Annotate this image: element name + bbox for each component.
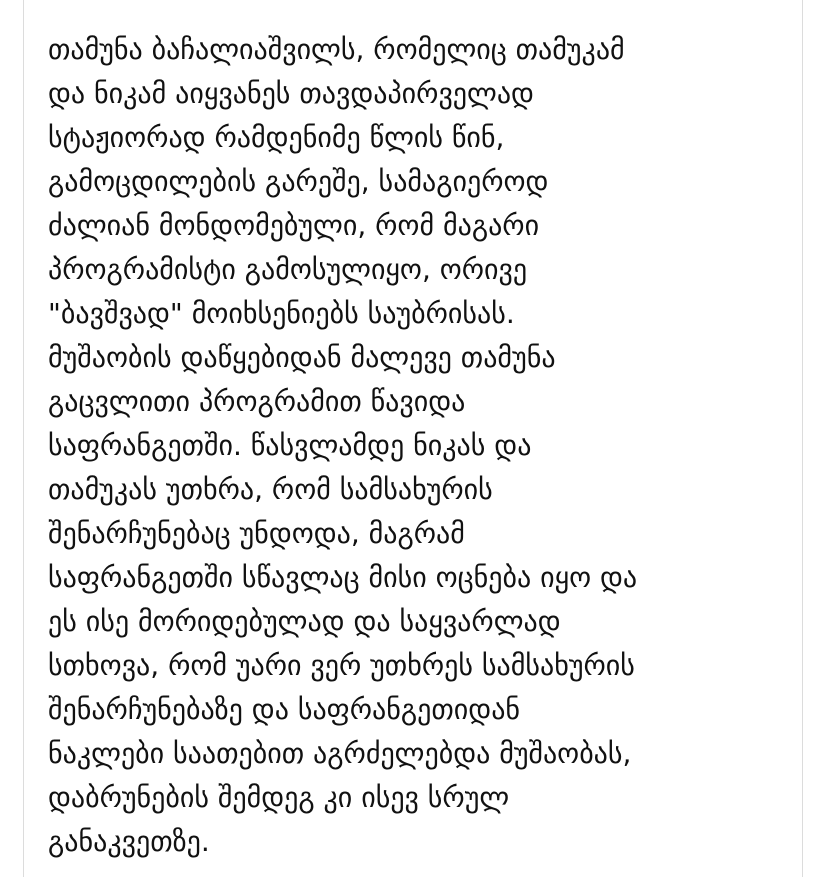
post-line-11: თამუკას უთხრა, რომ სამსახურის xyxy=(48,473,493,506)
post-line-3: სტაჟიორად რამდენიმე წლის წინ, xyxy=(48,121,505,154)
post-line-2: და ნიკამ აიყვანეს თავდაპირველად xyxy=(48,77,534,110)
post-line-5: ძალიან მონდომებული, რომ მაგარი xyxy=(48,209,540,242)
post-line-10: საფრანგეთში. წასვლამდე ნიკას და xyxy=(48,429,532,462)
post-line-13: საფრანგეთში სწავლაც მისი ოცნება იყო და xyxy=(48,561,638,594)
post-line-1: თამუნა ბაჩალიაშვილს, რომელიც თამუკამ xyxy=(48,33,625,66)
post-line-8: მუშაობის დაწყებიდან მალევე თამუნა xyxy=(48,341,556,374)
post-line-12: შენარჩუნებაც უნდოდა, მაგრამ xyxy=(48,517,465,550)
post-text[interactable] xyxy=(48,28,788,864)
post-line-17: ნაკლები საათებით აგრძელებდა მუშაობას, xyxy=(48,737,632,770)
post-line-16: შენარჩუნებაზე და საფრანგეთიდან xyxy=(48,693,521,726)
post-line-9: გაცვლითი პროგრამით წავიდა xyxy=(48,385,466,418)
post-line-18: დაბრუნების შემდეგ კი ისევ სრულ xyxy=(48,781,510,814)
post-line-7: "ბავშვად" მოიხსენიებს საუბრისას. xyxy=(48,297,515,330)
post-line-19: განაკვეთზე. xyxy=(48,825,210,858)
post-line-4: გამოცდილების გარეშე, სამაგიეროდ xyxy=(48,165,549,198)
post-card xyxy=(23,0,803,877)
post-line-15: სთხოვა, რომ უარი ვერ უთხრეს სამსახურის xyxy=(48,649,635,682)
post-line-14: ეს ისე მორიდებულად და საყვარლად xyxy=(48,605,561,638)
post-line-6: პროგრამისტი გამოსულიყო, ორივე xyxy=(48,253,528,286)
